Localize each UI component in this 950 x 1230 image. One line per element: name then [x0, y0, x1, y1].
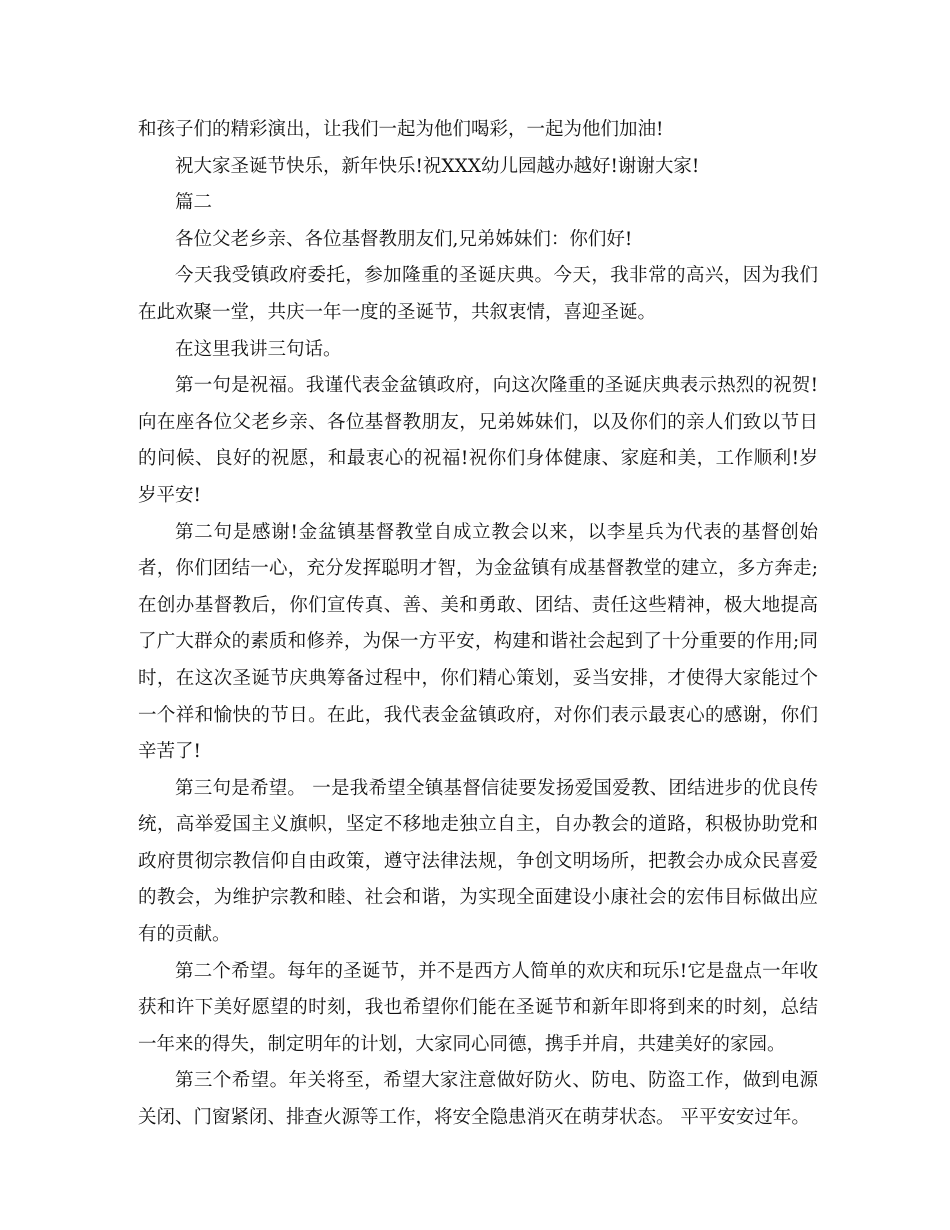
paragraph: 第三句是希望。 一是我希望全镇基督信徒要发扬爱国爱教、团结进步的优良传统，高举爱国主义旗帜，坚定不移地走独立自主，自办教会的道路，积极协助党和政府贯彻宗教信仰自由政策，遵守法律法规，争创文明场所，把教会办成众民喜爱的教会，为维护宗教和睦、社会和谐，为实现全面建设小康社会的宏伟目标做出应有的贡献。 [138, 777, 818, 946]
section-heading: 篇二 [175, 192, 213, 214]
paragraph: 第二个希望。每年的圣诞节，并不是西方人简单的欢庆和玩乐!它是盘点一年收获和许下美好愿望的时刻，我也希望你们能在圣诞节和新年即将到来的时刻，总结一年来的得失，制定明年的计划，大家同心同德，携手并肩，共建美好的家园。 [138, 960, 818, 1055]
paragraph: 和孩子们的精彩演出，让我们一起为他们喝彩，一起为他们加油! [138, 119, 664, 140]
paragraph: 祝大家圣诞节快乐，新年快乐!祝XXX幼儿园越办越好!谢谢大家! [175, 155, 700, 177]
paragraph: 在这里我讲三句话。 [175, 338, 342, 360]
paragraph: 第三个希望。年关将至，希望大家注意做好防火、防电、防盗工作，做到电源关闭、门窗紧闭、排查火源等工作，将安全隐患消灭在萌芽状态。 平平安安过年。 [138, 1070, 818, 1129]
document-body [138, 112, 818, 1137]
paragraph: 第一句是祝福。我谨代表金盆镇政府，向这次隆重的圣诞庆典表示热烈的祝贺!向在座各位父老乡亲、各位基督教朋友，兄弟姊妹们，以及你们的亲人们致以节日的问候、良好的祝愿，和最衷心的祝福!祝你们身体健康、家庭和美，工作顺利!岁岁平安! [138, 375, 818, 506]
salutation: 各位父老乡亲、各位基督教朋友们,兄弟姊妹们：你们好! [175, 228, 633, 250]
paragraph: 今天我受镇政府委托，参加隆重的圣诞庆典。今天，我非常的高兴，因为我们在此欢聚一堂，共庆一年一度的圣诞节，共叙衷情，喜迎圣诞。 [138, 265, 818, 323]
paragraph: 第二句是感谢!金盆镇基督教堂自成立教会以来，以李星兵为代表的基督创始者，你们团结一心，充分发挥聪明才智，为金盆镇有成基督教堂的建立，多方奔走;在创办基督教后，你们宣传真、善、美和勇敢、团结、责任这些精神，极大地提高了广大群众的素质和修养，为保一方平安，构建和谐社会起到了十分重要的作用;同时，在这次圣诞节庆典筹备过程中，你们精心策划，妥当安排，才使得大家能过个一个祥和愉快的节日。在此，我代表金盆镇政府，对你们表示最衷心的感谢，你们辛苦了! [138, 521, 818, 763]
